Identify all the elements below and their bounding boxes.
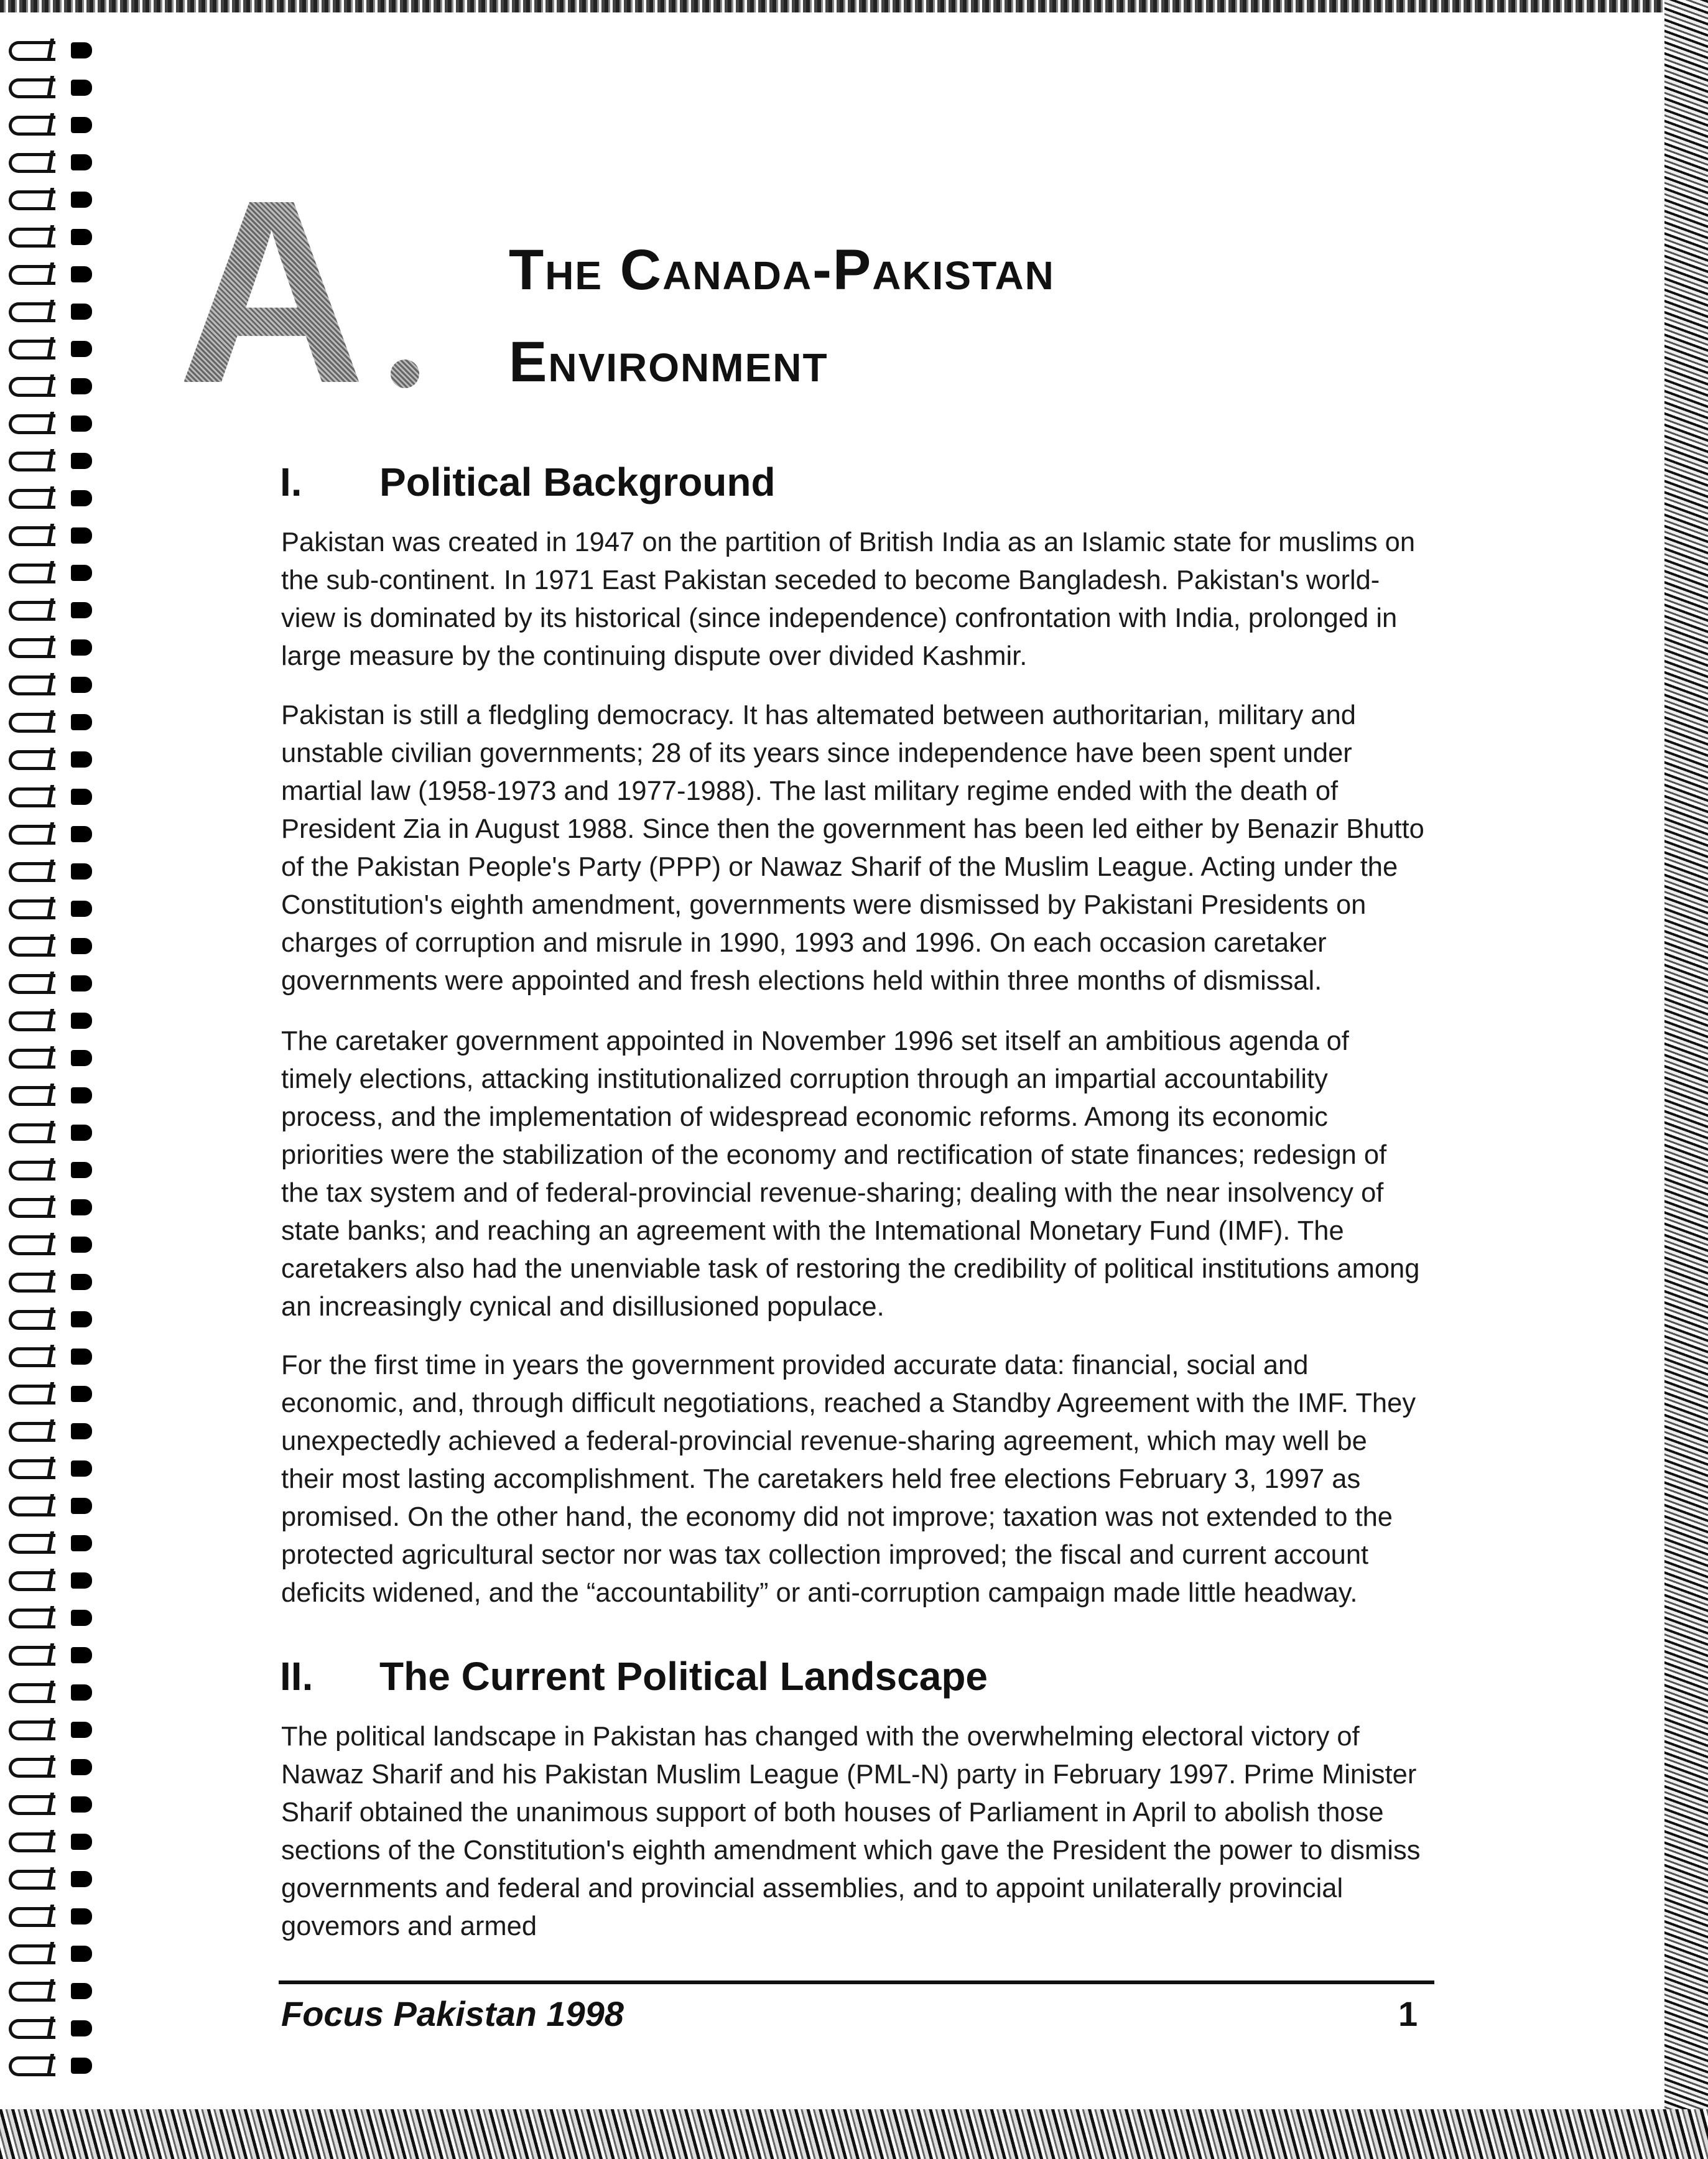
spiral-coil — [5, 1829, 98, 1854]
chapter-letter-dot — [391, 360, 419, 388]
spiral-coil — [5, 224, 98, 249]
section-title: The Current Political Landscape — [379, 1654, 988, 1699]
spiral-coil — [5, 933, 98, 958]
spiral-coil — [5, 1045, 98, 1070]
spiral-coil — [5, 709, 98, 734]
spiral-coil — [5, 485, 98, 510]
spiral-coil — [5, 411, 98, 435]
spiral-coil — [5, 37, 98, 62]
spiral-coil — [5, 373, 98, 398]
paragraph: The caretaker government appointed in November 1996 set itself an ambitious agenda of timely elections, attacking institutionalized corruption through an impartial accountability process, and the implementation of widespread economic reforms. Among its economic priorities were the stabilization of the economy and rectification of state finances; redesign of the tax system and of federal-provincial revenue-sharing; dealing with the near insolvency of state banks; and reaching an agreement with the Intemational Monetary Fund (IMF). The caretakers also had the unenviable task of restoring the credibility of political institutions among an increasingly cynical and disillusioned populace. — [281, 1026, 1420, 1322]
section-number: II. — [280, 1654, 313, 1699]
spiral-coil — [5, 1530, 98, 1555]
spiral-coil — [5, 1978, 98, 2003]
spiral-coil — [5, 448, 98, 473]
chapter-letter: A — [177, 190, 389, 395]
spiral-coil — [5, 299, 98, 323]
spiral-coil — [5, 1791, 98, 1816]
spiral-coil — [5, 1567, 98, 1592]
spiral-coil — [5, 1866, 98, 1891]
spiral-coil — [5, 1941, 98, 1966]
spiral-coil — [5, 112, 98, 137]
spiral-coil — [5, 784, 98, 809]
spiral-coil — [5, 2015, 98, 2040]
spiral-coil — [5, 1679, 98, 1704]
chapter-title-line-1: The Canada-Pakistan — [509, 238, 1055, 302]
spiral-coil — [5, 896, 98, 921]
page-number: 1 — [1398, 1994, 1418, 2033]
footer-rule — [279, 1980, 1434, 1984]
scan-border-top — [0, 0, 1708, 12]
spiral-coil — [5, 336, 98, 361]
spiral-coil — [5, 1194, 98, 1219]
spiral-coil — [5, 1717, 98, 1742]
paragraph: For the first time in years the government provided accurate data: financial, social and economic, and, through difficult negotiations, reached a Standby Agreement with the IMF. They unexpectedly achieved a federal-provincial revenue-sharing agreement, which may well be their most lasting accomplishment. The caretakers held free elections February 3, 1997 as promised. On the other hand, the economy did not improve; taxation was not extended to the protected agricultural sector nor was tax collection improved; the fiscal and current account deficits widened, and the “accountability” or anti-corruption campaign made little headway. — [281, 1350, 1416, 1608]
paragraph: Pakistan is still a fledgling democracy. It has altemated between authoritarian, military and unstable civilian governments; 28 of its years since independence have been spent under martial law (1958-1973 and 1977-1988). The last military regime ended with the death of President Zia in August 1988. Since then the government has been led either by Benazir Bhutto of the Pakistan People's Party (PPP) or Nawaz Sharif of the Muslim League. Acting under the Constitution's eighth amendment, governments were dismissed by Pakistani Presidents on charges of corruption and misrule in 1990, 1993 and 1996. On each occasion caretaker governments were appointed and fresh elections held within three months of dismissal. — [281, 700, 1424, 996]
spiral-coil — [5, 1157, 98, 1182]
spiral-coil — [5, 1269, 98, 1294]
spiral-coil — [5, 75, 98, 100]
spiral-coil — [5, 597, 98, 622]
spiral-coil — [5, 821, 98, 846]
spiral-coil — [5, 1344, 98, 1368]
spiral-coil — [5, 1605, 98, 1630]
spiral-coil — [5, 1642, 98, 1667]
spiral-coil — [5, 560, 98, 585]
spiral-coil — [5, 187, 98, 211]
spiral-coil — [5, 1381, 98, 1406]
footer-publication: Focus Pakistan 1998 — [281, 1994, 624, 2033]
scan-border-right — [1664, 0, 1708, 2159]
chapter-title — [509, 224, 1442, 408]
spiral-coil — [5, 1082, 98, 1107]
spiral-coil — [5, 1120, 98, 1145]
spiral-coil — [5, 2053, 98, 2078]
spiral-binding — [0, 37, 100, 2109]
spiral-coil — [5, 1008, 98, 1033]
section-heading-political-background — [280, 459, 776, 505]
spiral-coil — [5, 1418, 98, 1443]
spiral-coil — [5, 261, 98, 286]
spiral-coil — [5, 149, 98, 174]
spiral-coil — [5, 1456, 98, 1480]
spiral-coil — [5, 1306, 98, 1331]
spiral-coil — [5, 1754, 98, 1779]
spiral-coil — [5, 858, 98, 883]
spiral-coil — [5, 1903, 98, 1928]
spiral-coil — [5, 1232, 98, 1256]
spiral-coil — [5, 634, 98, 659]
section-heading-current-political-landscape — [280, 1653, 988, 1699]
spiral-coil — [5, 746, 98, 771]
spiral-coil — [5, 672, 98, 697]
spiral-coil — [5, 522, 98, 547]
paragraph: The political landscape in Pakistan has changed with the overwhelming electoral victory of Nawaz Sharif and his Pakistan Muslim League (PML-N) party in February 1997. Prime Minister Sharif obtained the unanimous support of both houses of Parliament in April to abolish those sections of the Constitution's eighth amendment which gave the President the power to dismiss governments and federal and provincial assemblies, and to appoint unilaterally provincial govemors and armed — [281, 1722, 1421, 1941]
section-title: Political Background — [379, 460, 776, 504]
chapter-title-line-2: Environment — [509, 330, 828, 394]
spiral-coil — [5, 1493, 98, 1518]
spiral-coil — [5, 970, 98, 995]
scan-border-bottom — [0, 2109, 1708, 2159]
section-number: I. — [280, 460, 302, 504]
paragraph: Pakistan was created in 1947 on the partition of British India as an Islamic state for muslims on the sub-continent. In 1971 East Pakistan seceded to become Bangladesh. Pakistan's world-view is dominated by its historical (since independence) confrontation with India, prolonged in large measure by the continuing dispute over divided Kashmir. — [281, 527, 1416, 671]
